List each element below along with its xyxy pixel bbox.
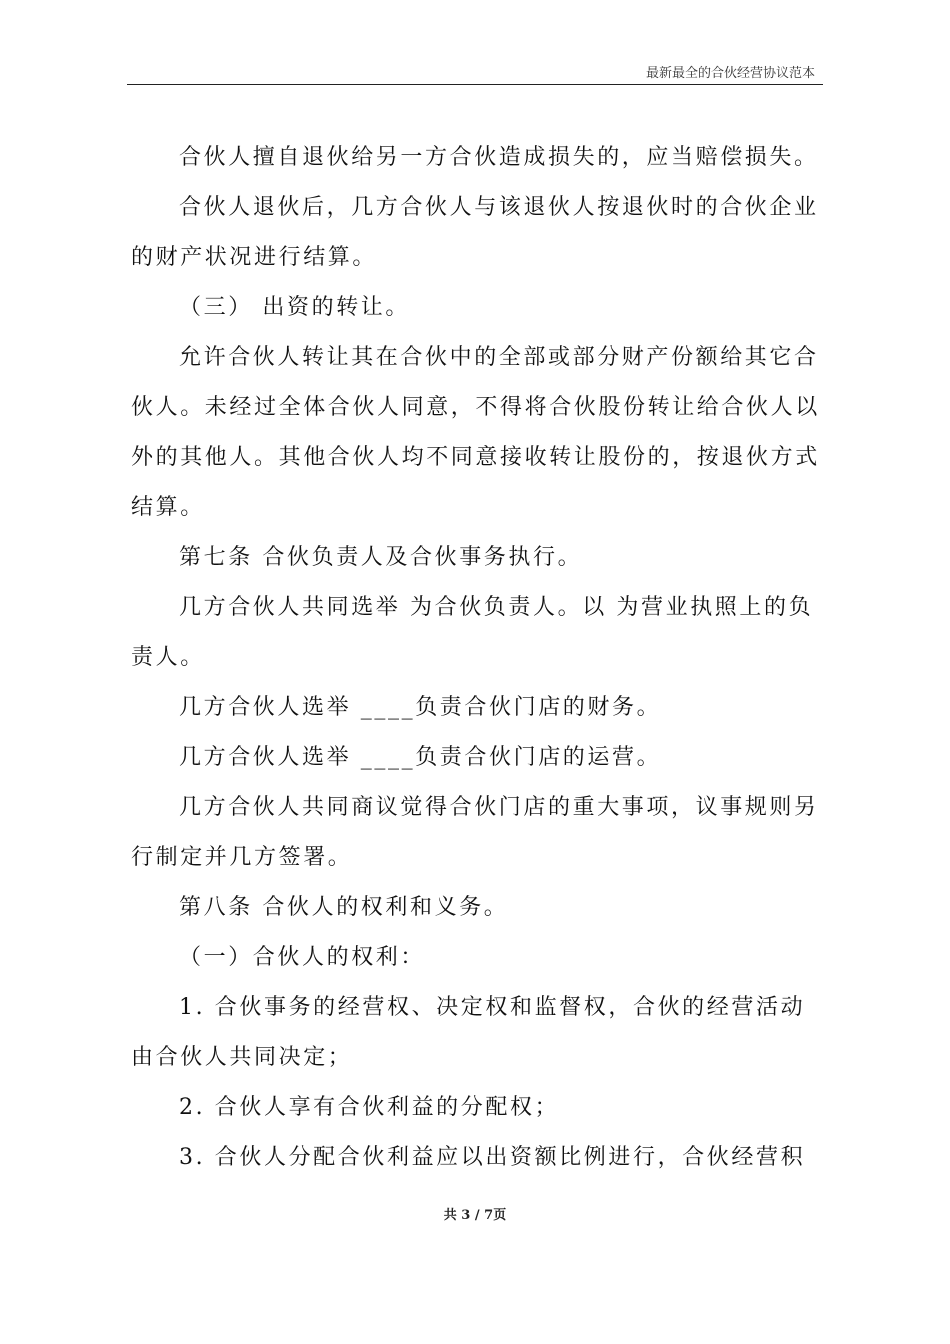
- paragraph-withdrawal-damages: 合伙人擅自退伙给另一方合伙造成损失的，应当赔偿损失。: [179, 145, 819, 170]
- section-heading-rights: （一）合伙人的权利：: [179, 945, 426, 970]
- list-item-2: 2. 合伙人享有合伙利益的分配权；: [179, 1095, 560, 1120]
- document-body: [131, 133, 823, 1183]
- article-heading-8: 第八条 合伙人的权利和义务。: [179, 895, 509, 920]
- list-item-1: 1. 合伙事务的经营权、决定权和监督权，合伙的经营活动由合伙人共同决定；: [131, 995, 806, 1070]
- paragraph-responsible-person: 几方合伙人共同选举 为合伙负责人。以 为营业执照上的负责人。: [131, 595, 814, 670]
- page-number: 共 3 / 7页: [443, 1208, 507, 1223]
- paragraph-transfer-rules: 允许合伙人转让其在合伙中的全部或部分财产份额给其它合伙人。未经过全体合伙人同意，不得将合伙股份转让给合伙人以外的其他人。其他合伙人均不同意接收转让股份的，按退伙方式结算。: [131, 345, 820, 520]
- paragraph-major-matters: 几方合伙人共同商议觉得合伙门店的重大事项，议事规则另行制定并几方签署。: [131, 795, 819, 870]
- header-divider: [127, 84, 823, 85]
- paragraph-operation-elect: 几方合伙人选举 ____负责合伙门店的运营。: [179, 745, 662, 770]
- section-heading-transfer: （三） 出资的转让。: [179, 295, 410, 320]
- paragraph-withdrawal-settlement: 合伙人退伙后，几方合伙人与该退伙人按退伙时的合伙企业的财产状况进行结算。: [131, 195, 819, 270]
- running-header: 最新最全的合伙经营协议范本: [645, 66, 815, 81]
- article-heading-7: 第七条 合伙负责人及合伙事务执行。: [179, 545, 583, 570]
- paragraph-finance-elect: 几方合伙人选举 ____负责合伙门店的财务。: [179, 695, 662, 720]
- list-item-3: 3. 合伙人分配合伙利益应以出资额比例进行，合伙经营积: [179, 1145, 806, 1170]
